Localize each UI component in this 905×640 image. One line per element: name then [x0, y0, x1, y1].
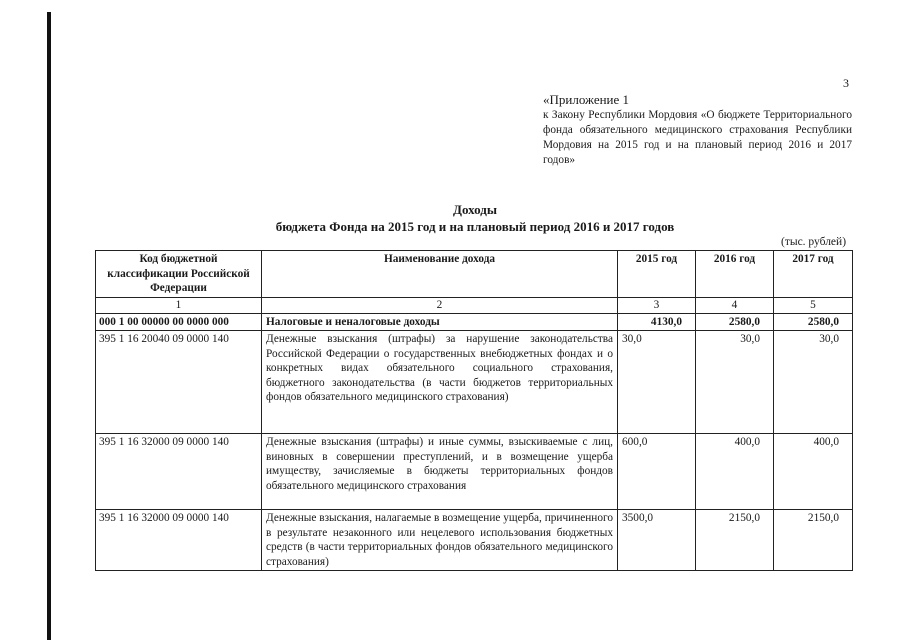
column-number: 1	[96, 298, 262, 314]
row-value-2017: 400,0	[774, 434, 853, 510]
document-title-line2: бюджета Фонда на 2015 год и на плановый период 2016 и 2017 годов	[275, 219, 675, 234]
row-value-2017: 30,0	[774, 331, 853, 434]
header-2017: 2017 год	[774, 251, 853, 298]
total-2016: 2580,0	[696, 313, 774, 331]
page-number: 3	[843, 76, 849, 90]
total-code: 000 1 00 00000 00 0000 000	[96, 313, 262, 331]
table-row	[96, 510, 853, 571]
row-code: 395 1 16 20040 09 0000 140	[96, 331, 262, 434]
row-value-2017: 2150,0	[774, 510, 853, 571]
row-code: 395 1 16 32000 09 0000 140	[96, 434, 262, 510]
row-value-2015: 600,0	[618, 434, 696, 510]
row-value-2015: 30,0	[618, 331, 696, 434]
row-value-2016: 400,0	[696, 434, 774, 510]
header-code: Код бюджетной классификации Российской Федерации	[96, 251, 262, 298]
column-number: 4	[696, 298, 774, 314]
row-name: Денежные взыскания (штрафы) за нарушение законодательства Российской Федерации о государственных внебюджетных фондах и о конкретных видах обязательного социального страхования, бюджетного законодательства (в части бюджетов территориальных фондов обязательного медицинского страхования)	[262, 331, 618, 434]
total-2015: 4130,0	[618, 313, 696, 331]
appendix-text: к Закону Республики Мордовия «О бюджете Территориального фонда обязательного медицинского страхования Республики Мордовия на 2015 год и на плановый период 2016 и 2017 годов»	[543, 109, 852, 166]
header-2016: 2016 год	[696, 251, 774, 298]
income-table	[95, 250, 853, 571]
row-name: Денежные взыскания, налагаемые в возмещение ущерба, причиненного в результате незаконного или нецелевого использования бюджетных средств (в части территориальных фондов обязательного медицинского страхования)	[262, 510, 618, 571]
table-row	[96, 331, 853, 434]
table-row	[96, 434, 853, 510]
units-label: (тыс. рублей)	[781, 236, 847, 248]
document-title-line1: Доходы	[453, 202, 497, 217]
header-2015: 2015 год	[618, 251, 696, 298]
column-number-row	[96, 298, 853, 314]
appendix-block	[543, 92, 852, 168]
total-2017: 2580,0	[774, 313, 853, 331]
row-code: 395 1 16 32000 09 0000 140	[96, 510, 262, 571]
binding-margin-bar	[47, 12, 51, 640]
column-number: 3	[618, 298, 696, 314]
header-name: Наименование дохода	[262, 251, 618, 298]
column-number: 5	[774, 298, 853, 314]
row-name: Денежные взыскания (штрафы) и иные суммы, взыскиваемые с лиц, виновных в совершении преступлений, и в возмещение ущерба имуществу, зачисляемые в бюджеты территориальных фондов обязательного медицинского страхования	[262, 434, 618, 510]
row-value-2016: 30,0	[696, 331, 774, 434]
row-value-2016: 2150,0	[696, 510, 774, 571]
document-title	[160, 201, 790, 235]
column-number: 2	[262, 298, 618, 314]
row-value-2015: 3500,0	[618, 510, 696, 571]
appendix-title: «Приложение 1	[543, 92, 630, 107]
total-row	[96, 313, 853, 331]
total-name: Налоговые и неналоговые доходы	[262, 313, 618, 331]
table-header-row	[96, 251, 853, 298]
